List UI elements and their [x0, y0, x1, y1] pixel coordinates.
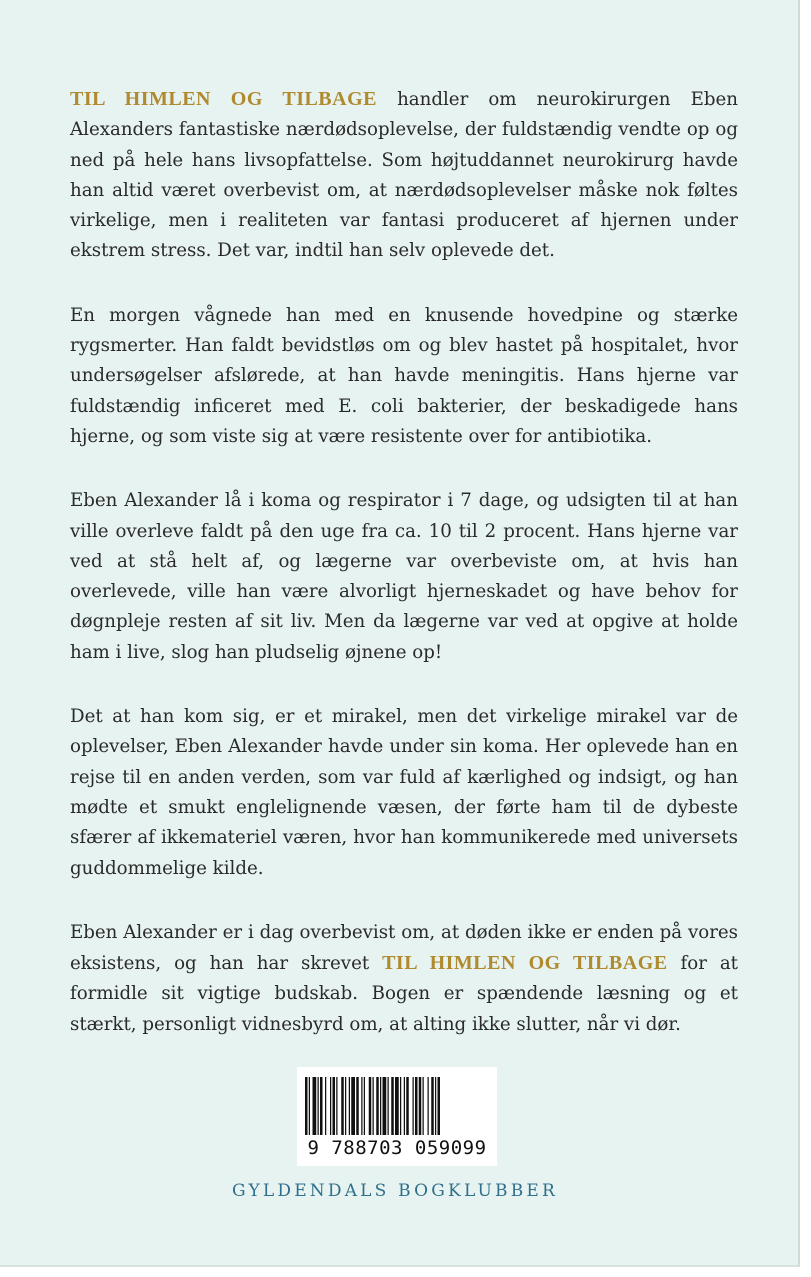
barcode-bar [361, 1077, 362, 1135]
paragraph-1-text: handler om neurokirurgen Eben Alexanders fantastiske nærdødsoplevelse, der fuldstændig vendte op og ned på hele hans livsopfattelse. Som højtuddannet neurokirurg havde han altid været overbevist om, at nærdødsoplevelser måske nok føltes virkelige, men i realiteten var fantasi produceret af hjernen under ekstrem stress. Det var, indtil han selv oplevede det. [70, 89, 738, 262]
barcode-bar [333, 1077, 336, 1135]
paragraph-4: Det at han kom sig, er et mirakel, men det virkelige mirakel var de oplevelser, Eben Alexander havde under sin koma. Her oplevede han en rejse til en anden verden, som var fuld af kærlighed og indsigt, og han mødte et smukt englelignende væsen, der førte ham til de dybeste sfærer af ikkemateriel væren, hvor han kommunikerede med universets guddommelige kilde. [70, 706, 738, 879]
barcode-bar [313, 1077, 317, 1135]
paragraph-5-text-after: for at formidle sit vigtige budskab. Bogen er spændende læsning og et stærkt, personligt vidnesbyrd om, at alting ikke slutter, når vi dør. [70, 953, 738, 1035]
barcode-bar [318, 1077, 319, 1135]
barcode-bar [428, 1077, 429, 1135]
barcode [297, 1067, 497, 1166]
paragraph-1 [70, 84, 738, 267]
barcode-bar [383, 1077, 387, 1135]
barcode-bar [423, 1077, 424, 1135]
barcode-bar [349, 1077, 350, 1135]
barcode-bar [364, 1077, 365, 1135]
barcode-bar [369, 1077, 372, 1135]
barcode-bar [413, 1077, 414, 1135]
barcode-bar [415, 1077, 418, 1135]
barcode-bar [400, 1077, 401, 1135]
barcode-bar [309, 1077, 310, 1135]
barcode-bar [406, 1077, 409, 1135]
isbn-number: 9 788703 059099 [307, 1137, 487, 1159]
barcode-bar [388, 1077, 389, 1135]
barcode-bar [404, 1077, 405, 1135]
barcode-bar [330, 1077, 331, 1135]
paragraph-5-text-before: Eben Alexander er i dag overbevist om, at døden ikke er enden på vores eksistens, og han har skrevet [70, 921, 738, 975]
barcode-bar [345, 1077, 346, 1135]
barcode-bar [435, 1077, 436, 1135]
barcode-bar [320, 1077, 323, 1135]
barcode-bar [351, 1077, 355, 1135]
paragraph-3: Eben Alexander lå i koma og respirator i 7 dage, og udsigten til at han ville overleve faldt på den uge fra ca. 10 til 2 procent. Hans hjerne var ved at stå helt af, og lægerne var overbeviste om, at hvis han overlevede, ville han være alvorligt hjerneskadet og have behov for døgnpleje resten af sit liv. Men da lægerne var ved at opgive at holde ham i live, slog han pludselig øjnene op! [70, 490, 738, 663]
barcode-bar [356, 1077, 359, 1135]
publisher-name: GYLDENDALS BOGKLUBBER [231, 1181, 559, 1201]
barcode-bar [341, 1077, 344, 1135]
barcode-bar [391, 1077, 394, 1135]
paragraph-2: En morgen vågnede han med en knusende hovedpine og stærke rygsmerter. Han faldt bevidstløs om og blev hastet på hospitalet, hvor undersøgelser afslørede, at han havde meningitis. Hans hjerne var fuldstændig inficeret med E. coli bakterier, der beskadigede hans hjerne, og som viste sig at være resistente over for antibiotika. [70, 304, 738, 447]
barcode-bar [395, 1077, 399, 1135]
barcode-bar [305, 1077, 308, 1135]
barcode-bar [376, 1077, 379, 1135]
barcode-bar [325, 1077, 326, 1135]
barcode-bar [419, 1077, 422, 1135]
book-title: TIL HIMLEN OG TILBAGE [70, 88, 377, 110]
barcode-bar [380, 1077, 381, 1135]
barcode-bars [305, 1077, 489, 1135]
barcode-bar [373, 1077, 374, 1135]
barcode-bar [431, 1077, 434, 1135]
barcode-bar [438, 1077, 441, 1135]
paragraph-5 [70, 918, 738, 1040]
barcode-bar [336, 1077, 337, 1135]
book-title-inline: TIL HIMLEN OG TILBAGE [382, 952, 668, 975]
blurb-text [70, 84, 738, 1074]
